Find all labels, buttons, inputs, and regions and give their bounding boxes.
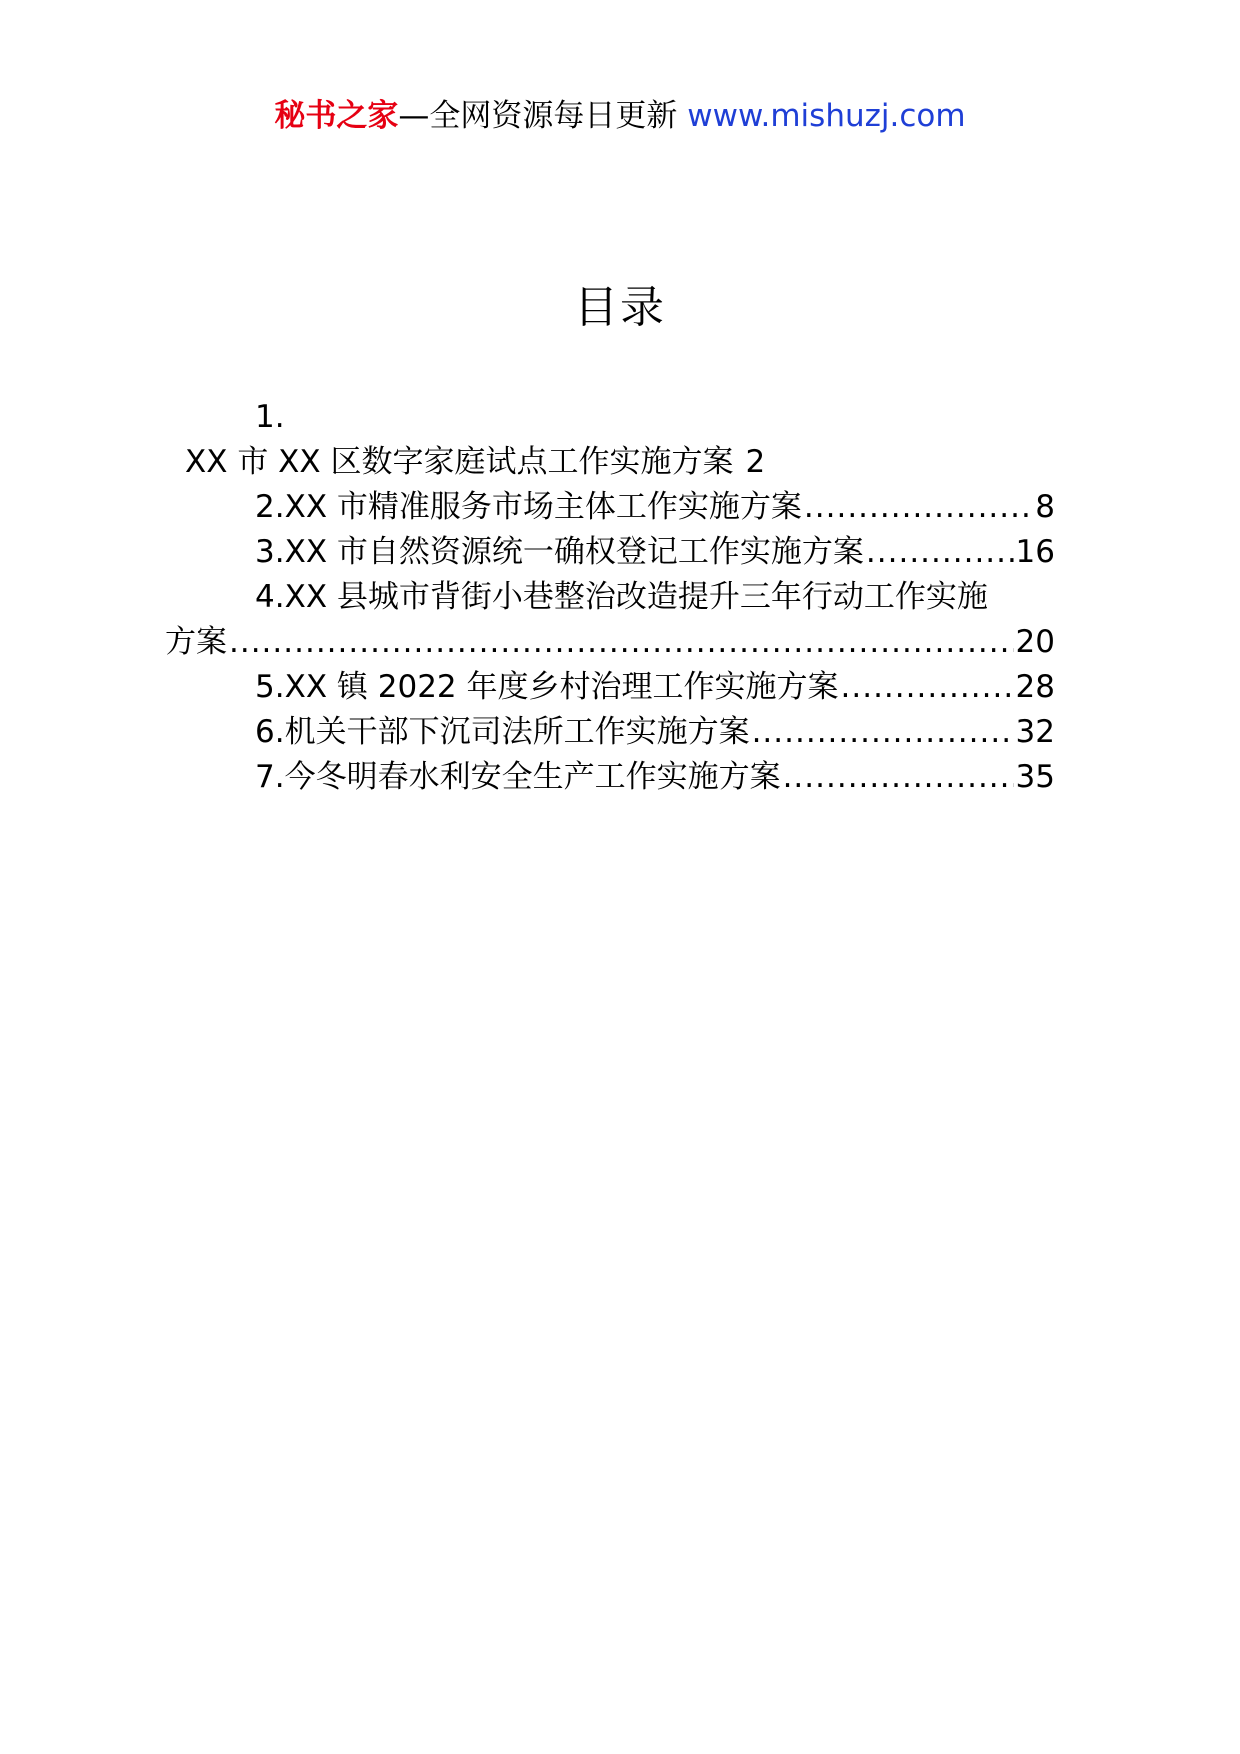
page-title: 目录 <box>574 282 666 333</box>
toc-leader-dots <box>752 710 1014 755</box>
toc-entry-page: 2 <box>745 444 766 480</box>
toc-entry-title: 4.XX 县城市背街小巷整治改造提升三年行动工作实施 <box>255 579 988 615</box>
toc-entry-page: 16 <box>1015 534 1055 570</box>
toc-leader-dots <box>783 755 1014 800</box>
website-link[interactable]: www.mishuzj.com <box>687 98 966 134</box>
page-header <box>0 96 1240 136</box>
toc-entry-title: XX 市 XX 区数字家庭试点工作实施方案 <box>185 444 734 480</box>
toc-entry-page: 35 <box>1015 759 1055 795</box>
toc-entry-5[interactable] <box>185 665 1055 710</box>
toc-leader-dots <box>804 485 1033 530</box>
toc-leader-dots <box>841 665 1014 710</box>
toc-entry-title: 3.XX 市自然资源统一确权登记工作实施方案 <box>255 534 864 570</box>
toc-entry-title-continuation: 方案 <box>165 624 227 660</box>
header-tagline: —全网资源每日更新 <box>398 98 678 134</box>
toc-entry-page: 20 <box>1015 624 1055 660</box>
toc-entry-title: 2.XX 市精准服务市场主体工作实施方案 <box>255 489 802 525</box>
toc-leader-dots <box>866 530 1014 575</box>
toc-entry-2[interactable] <box>185 485 1055 530</box>
brand-name: 秘书之家 <box>274 98 399 134</box>
toc-entry-1-number-line <box>185 395 1055 440</box>
toc-entry-number: 1. <box>255 399 285 435</box>
toc-entry-4[interactable] <box>185 575 1055 620</box>
toc-entry-page: 28 <box>1015 669 1055 705</box>
toc-entry-7[interactable] <box>185 755 1055 800</box>
toc-entry-3[interactable] <box>185 530 1055 575</box>
table-of-contents <box>165 395 1055 800</box>
toc-entry-title: 6.机关干部下沉司法所工作实施方案 <box>255 714 750 750</box>
toc-leader-dots <box>229 620 1014 665</box>
toc-entry-1[interactable] <box>185 440 1055 485</box>
toc-entry-page: 8 <box>1035 489 1055 525</box>
toc-entry-title: 7.今冬明春水利安全生产工作实施方案 <box>255 759 781 795</box>
toc-entry-title: 5.XX 镇 2022 年度乡村治理工作实施方案 <box>255 669 839 705</box>
toc-entry-page: 32 <box>1015 714 1055 750</box>
toc-entry-6[interactable] <box>185 710 1055 755</box>
toc-entry-4-continuation[interactable] <box>165 620 1055 665</box>
